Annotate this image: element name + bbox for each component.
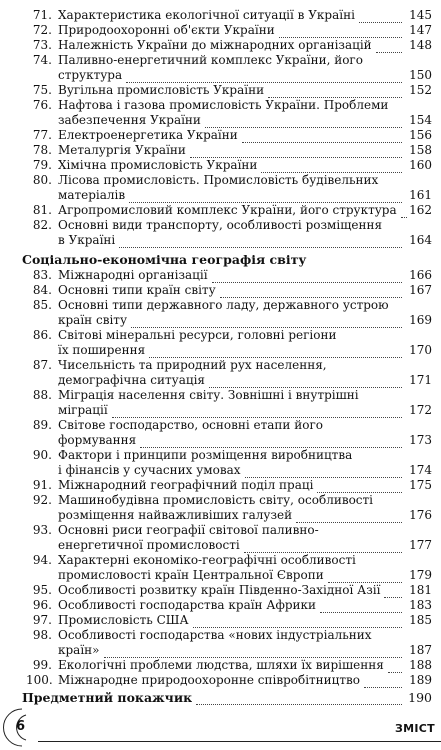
toc-entry-title: Промисловість США (58, 613, 189, 627)
toc-entry-title-continued: країн» (58, 643, 100, 657)
toc-entry-title: Особливості господарства країн Африки (58, 598, 317, 612)
toc-entry-title: Світове господарство, основні етапи його (58, 418, 323, 432)
toc-entry-number: 86. (32, 328, 52, 342)
toc-entry-title: Паливно-енергетичний комплекс України, його (58, 53, 363, 67)
index-entry[interactable] (22, 690, 432, 705)
toc-entry[interactable] (0, 388, 441, 418)
toc-entry-title-continued: формування (58, 433, 137, 447)
dot-leader (205, 113, 402, 128)
toc-entry-number: 93. (32, 523, 52, 537)
dot-leader (104, 643, 402, 658)
toc-entry[interactable] (0, 8, 441, 23)
toc-entry-title-continued: їх поширення (58, 343, 146, 357)
toc-entry-title: Фактори і принципи розміщення виробництва (58, 448, 353, 462)
toc-entry[interactable] (0, 673, 441, 688)
dot-leader (149, 343, 402, 358)
toc-entry[interactable] (0, 613, 441, 628)
dot-leader (268, 83, 402, 98)
toc-entry-title: Нафтова і газова промисловість України. Проблеми (58, 98, 389, 112)
toc-entry-number: 74. (32, 53, 52, 67)
toc-entry-page: 145 (409, 8, 432, 22)
toc-entry-number: 79. (32, 158, 52, 172)
toc-entry[interactable] (0, 358, 441, 388)
toc-entry-page: 183 (409, 598, 432, 612)
toc-entry-number: 99. (32, 658, 52, 672)
toc-entry-page: 187 (409, 643, 432, 657)
toc-entry[interactable] (0, 158, 441, 173)
toc-entry-number: 72. (32, 23, 52, 37)
toc-entry-page: 147 (409, 23, 432, 37)
dot-leader (140, 433, 402, 448)
toc-entry-title-continued: міграції (58, 403, 108, 417)
index-entry-label: Предметний покажчик (22, 690, 193, 705)
dot-leader (317, 478, 402, 493)
dot-leader (328, 568, 402, 583)
toc-entry-title: Машинобудівна промисловість світу, особливості (58, 493, 373, 507)
toc-entry-page: 170 (409, 343, 432, 357)
toc-entry[interactable] (0, 523, 441, 553)
toc-entry-page: 161 (409, 188, 432, 202)
dot-leader (220, 283, 402, 298)
toc-entry-number: 92. (32, 493, 52, 507)
toc-entry-page: 158 (409, 143, 432, 157)
toc-entry-page: 175 (409, 478, 432, 492)
dot-leader (119, 233, 402, 248)
toc-entry-number: 98. (32, 628, 52, 642)
toc-entry-number: 97. (32, 613, 52, 627)
toc-entry-number: 95. (32, 583, 52, 597)
dot-leader (279, 23, 402, 38)
toc-entry-title-continued: забезпечення України (58, 113, 201, 127)
toc-entry[interactable] (0, 448, 441, 478)
toc-entry-page: 189 (409, 673, 432, 687)
toc-entry-number: 75. (32, 83, 52, 97)
toc-entry-page: 156 (409, 128, 432, 142)
toc-entry-title: Природоохоронні об'єкти України (58, 23, 275, 37)
toc-entry-number: 73. (32, 38, 52, 52)
footer-rule (38, 741, 441, 742)
dot-leader (196, 690, 402, 705)
toc-entry[interactable] (0, 128, 441, 143)
running-head: ЗМІСТ (395, 722, 435, 735)
toc-entry-page: 172 (409, 403, 432, 417)
toc-entry-page: 185 (409, 613, 432, 627)
toc-entry[interactable] (0, 143, 441, 158)
toc-entry-title: Вугільна промисловість України (58, 83, 265, 97)
toc-entry-title-continued: в Україні (58, 233, 116, 247)
toc-entry-number: 77. (32, 128, 52, 142)
toc-entry[interactable] (0, 328, 441, 358)
dot-leader (209, 373, 402, 388)
dot-leader (131, 313, 402, 328)
toc-entry-title: Міжнародні організації (58, 268, 208, 282)
toc-entry-page: 154 (409, 113, 432, 127)
dot-leader (364, 673, 402, 688)
toc-entry[interactable] (0, 493, 441, 523)
toc-entry[interactable] (0, 173, 441, 203)
toc-entry-title: Світові мінеральні ресурси, головні регіони (58, 328, 337, 342)
toc-entry-title-continued: країн світу (58, 313, 127, 327)
dot-leader (261, 158, 402, 173)
toc-entry[interactable] (0, 283, 441, 298)
toc-entry-title-continued: розміщення найважливіших галузей (58, 508, 293, 522)
toc-entry-number: 90. (32, 448, 52, 462)
toc-entry[interactable] (0, 553, 441, 583)
toc-entry-page: 167 (409, 283, 432, 297)
toc-entry-number: 83. (32, 268, 52, 282)
dot-leader (112, 403, 402, 418)
toc-entry-title-continued: структура (58, 68, 123, 82)
toc-entry-title: Електроенергетика України (58, 128, 238, 142)
toc-entry-number: 82. (32, 218, 52, 232)
toc-entry-page: 160 (409, 158, 432, 172)
toc-entry-title-continued: промисловості країн Центральної Європи (58, 568, 324, 582)
dot-leader (384, 583, 402, 598)
toc-entry-page: 176 (409, 508, 432, 522)
toc-entry-number: 87. (32, 358, 52, 372)
dot-leader (244, 538, 402, 553)
toc-entry[interactable] (0, 38, 441, 53)
toc-entry[interactable] (0, 83, 441, 98)
toc-entry[interactable] (0, 598, 441, 613)
dot-leader (212, 268, 402, 283)
toc-entry-number: 84. (32, 283, 52, 297)
toc-entry-title-continued: демографічна ситуація (58, 373, 205, 387)
toc-entry[interactable] (0, 628, 441, 658)
toc-entry-number: 76. (32, 98, 52, 112)
toc-entry-number: 100. (26, 673, 53, 687)
toc-entry-title: Особливості розвитку країн Південно-Західної Азії (58, 583, 381, 597)
toc-entry-page: 171 (409, 373, 432, 387)
toc-entry-number: 94. (32, 553, 52, 567)
dot-leader (245, 463, 402, 478)
toc-entry-title-continued: енергетичної промисловості (58, 538, 240, 552)
toc-entry-title: Належність України до міжнародних організацій (58, 38, 372, 52)
dot-leader (242, 128, 402, 143)
toc-entry-title: Міжнародний географічний поділ праці (58, 478, 314, 492)
toc-entry-title: Основні типи державного ладу, державного устрою (58, 298, 389, 312)
toc-entry-title: Характерні економіко-географічні особливості (58, 553, 356, 567)
toc-entry-page: 174 (409, 463, 432, 477)
toc-entry-title: Металургія України (58, 143, 186, 157)
toc-entry-page: 166 (409, 268, 432, 282)
toc-entry-page: 148 (409, 38, 432, 52)
toc-entry-number: 85. (32, 298, 52, 312)
toc-entry[interactable] (0, 203, 441, 218)
toc-entry-title-continued: і фінансів у сучасних умовах (58, 463, 241, 477)
toc-entry[interactable] (0, 98, 441, 128)
toc-entry-title-continued: матеріалів (58, 188, 126, 202)
toc-entry[interactable] (0, 218, 441, 248)
toc-entry-title: Основні риси географії світової паливно- (58, 523, 319, 537)
dot-leader (126, 68, 402, 83)
section-title: Соціально-економічна географія світу (22, 252, 307, 267)
toc-entry-title: Характеристика екологічної ситуації в Україні (58, 8, 355, 22)
toc-entry-title: Чисельність та природний рух населення, (58, 358, 327, 372)
toc-entry-number: 88. (32, 388, 52, 402)
toc-entry-page: 162 (409, 203, 432, 217)
toc-entry[interactable] (0, 23, 441, 38)
toc-entry-page: 152 (409, 83, 432, 97)
toc-entry-title: Хімічна промисловість України (58, 158, 258, 172)
toc-entry-page: 181 (409, 583, 432, 597)
toc-entry[interactable] (0, 53, 441, 83)
dot-leader (193, 613, 402, 628)
toc-entry-page: 177 (409, 538, 432, 552)
toc-entry[interactable] (0, 268, 441, 283)
page-number: 6 (16, 719, 26, 734)
toc-entry-page: 150 (409, 68, 432, 82)
toc-entry[interactable] (0, 583, 441, 598)
toc-entry-number: 71. (32, 8, 52, 22)
dot-leader (376, 38, 402, 53)
toc-entry-number: 80. (32, 173, 52, 187)
toc-entry-number: 96. (32, 598, 52, 612)
toc-entry-page: 164 (409, 233, 432, 247)
toc-entry-title: Лісова промисловість. Промисловість будівельних (58, 173, 379, 187)
index-entry-page: 190 (408, 690, 432, 705)
dot-leader (388, 658, 402, 673)
toc-entry-title: Основні типи країн світу (58, 283, 216, 297)
toc-entry-page: 188 (409, 658, 432, 672)
toc-entry[interactable] (0, 478, 441, 493)
toc-entry-number: 78. (32, 143, 52, 157)
dot-leader (129, 188, 402, 203)
toc-entry-title: Основні види транспорту, особливості розміщення (58, 218, 383, 232)
toc-entry-number: 89. (32, 418, 52, 432)
dot-leader (190, 143, 402, 158)
toc-entry-title: Агропромисловий комплекс України, його структура (58, 203, 397, 217)
dot-leader (320, 598, 402, 613)
toc-entry-title: Екологічні проблеми людства, шляхи їх вирішення (58, 658, 384, 672)
dot-leader (296, 508, 402, 523)
toc-entry-page: 169 (409, 313, 432, 327)
toc-entry-number: 81. (32, 203, 52, 217)
dot-leader (359, 8, 402, 23)
toc-entry[interactable] (0, 298, 441, 328)
toc-entry-page: 173 (409, 433, 432, 447)
toc-entry-title: Міграція населення світу. Зовнішні і внутрішні (58, 388, 359, 402)
toc-entry[interactable] (0, 418, 441, 448)
toc-entry-number: 91. (32, 478, 52, 492)
toc-entry[interactable] (0, 658, 441, 673)
toc-entry-title: Особливості господарства «нових індустріальних (58, 628, 372, 642)
toc-entry-page: 179 (409, 568, 432, 582)
toc-entry-title: Міжнародне природоохоронне співробітництво (58, 673, 361, 687)
